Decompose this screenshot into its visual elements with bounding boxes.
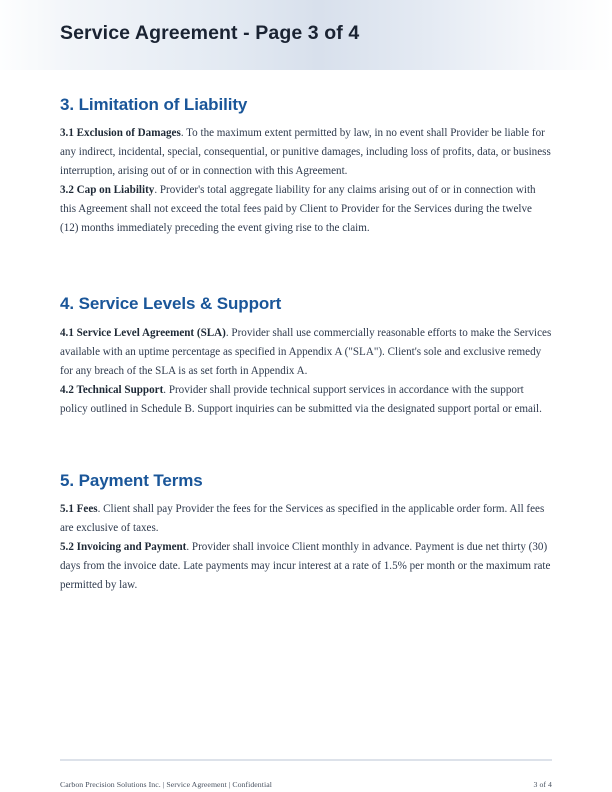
- page-header-band: [0, 0, 612, 70]
- section-heading-5: 5. Payment Terms: [60, 470, 203, 490]
- footer-page-number: 3 of 4: [533, 780, 552, 789]
- clause-3-2: [60, 181, 552, 238]
- clause-3-1-body: . To the maximum extent permitted by law, in no event shall Provider be liable for any indirect, incidental, special, consequential, or punitive damages, including loss of profits, data, or business interruption, arising out of or in connection with this Agreement.: [60, 127, 551, 178]
- clause-4-2-lead: 4.2 Technical Support: [60, 383, 164, 396]
- section-heading-3: 3. Limitation of Liability: [60, 95, 248, 114]
- clause-3-2-body: . Provider's total aggregate liability for any claims arising out of or in connection with this Agreement shall not exceed the total fees paid by Client to Provider for the Services during the twelve (12) months immediately preceding the event giving rise to the claim.: [60, 184, 536, 235]
- clause-5-2-body: . Provider shall invoice Client monthly in advance. Payment is due net thirty (30) days from the invoice date. Late payments may incur interest at a rate of 1.5% per month or the maximum rate permitted by law.: [60, 541, 551, 592]
- section-spacer: [60, 238, 552, 294]
- page-footer: [60, 780, 552, 789]
- document-body: [60, 95, 552, 595]
- clause-4-2-body: . Provider shall provide technical support services in accordance with the support policy outlined in Schedule B. Support inquiries can be submitted via the designated support portal or email.: [60, 383, 542, 415]
- section-heading-4: 4. Service Levels & Support: [60, 294, 282, 314]
- clause-4-2: [60, 381, 552, 419]
- clause-5-2: [60, 538, 552, 595]
- clause-3-2-lead: 3.2 Cap on Liability: [60, 184, 155, 197]
- clause-4-1-lead: 4.1 Service Level Agreement (SLA): [60, 326, 226, 339]
- clause-4-1-body: . Provider shall use commercially reasonable efforts to make the Services available with an uptime percentage as specified in Appendix A ("SLA"). Client's sole and exclusive remedy for any breach of the SLA is as set forth in Appendix A.: [60, 326, 552, 377]
- section-limitation-of-liability: [60, 95, 552, 238]
- clause-3-1: [60, 124, 552, 181]
- clause-4-1: [60, 324, 552, 381]
- clause-5-1-body: . Client shall pay Provider the fees for the Services as specified in the applicable order form. All fees are exclusive of taxes.: [60, 503, 545, 535]
- section-spacer: [60, 419, 552, 471]
- clause-5-1: [60, 500, 552, 538]
- footer-left-text: Carbon Precision Solutions Inc. | Service Agreement | Confidential: [60, 780, 272, 789]
- section-service-levels-support: [60, 294, 552, 418]
- clause-3-1-lead: 3.1 Exclusion of Damages: [60, 127, 181, 140]
- clause-5-2-lead: 5.2 Invoicing and Payment: [60, 541, 187, 554]
- clause-5-1-lead: 5.1 Fees: [60, 503, 98, 516]
- footer-divider: [60, 759, 552, 761]
- page-title: Service Agreement - Page 3 of 4: [60, 22, 360, 44]
- section-payment-terms: [60, 471, 552, 595]
